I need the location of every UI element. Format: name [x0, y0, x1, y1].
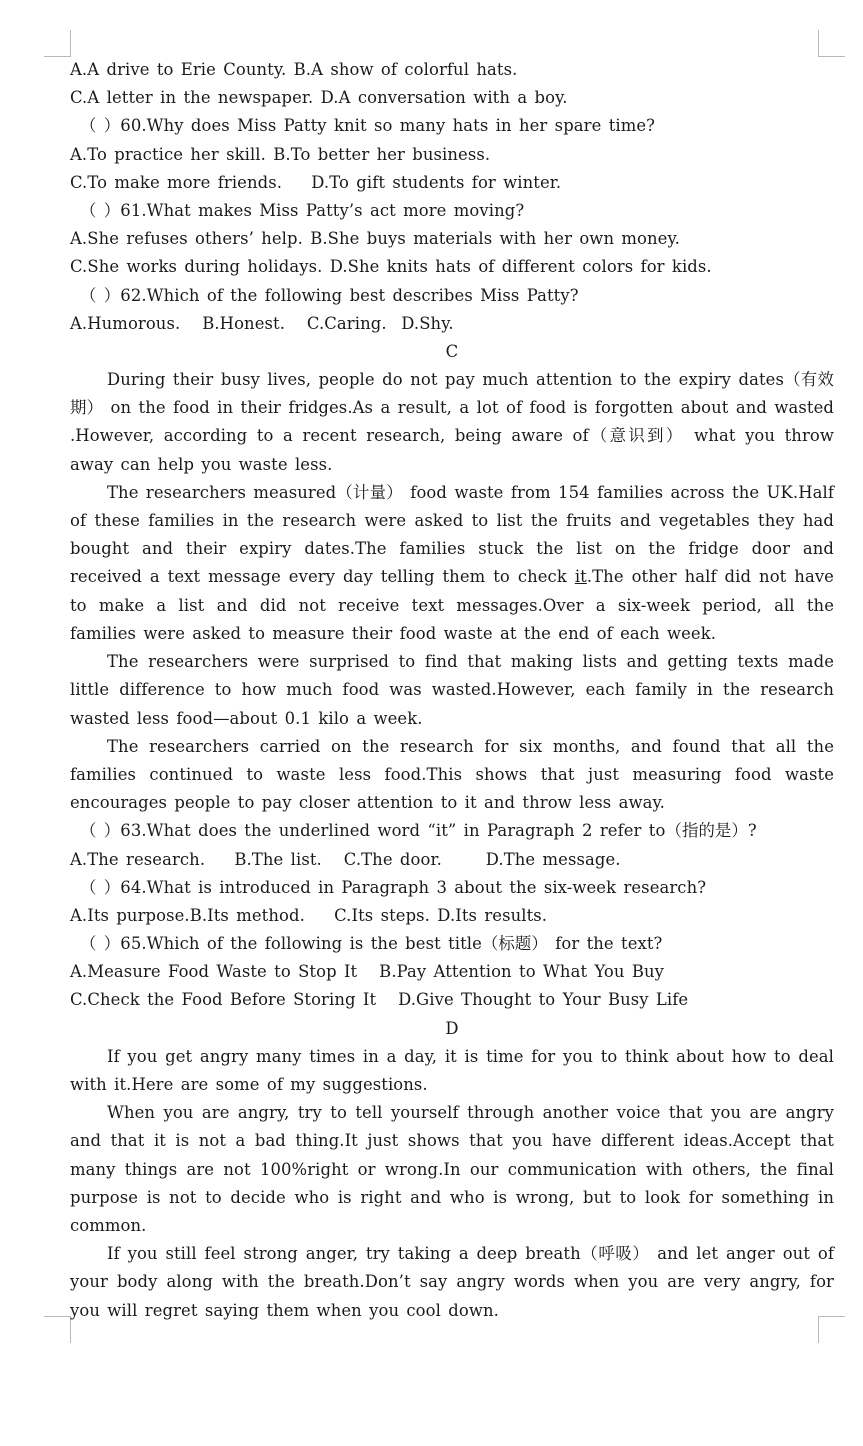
passage-c-paragraph-3: The researchers were surprised to find that making lists and getting texts made little difference to how much food was wasted.However, each family in the research wasted less food—about 0.1 kilo a week.: [70, 652, 834, 728]
page-content: [70, 56, 834, 1325]
passage-c-paragraph-1: During their busy lives, people do not pay much attention to the expiry dates（有效期） on the food in their fridges.As a result, a lot of food is forgotten about and wasted .However, according to a recent research, being aware of（意识到） what you throw away can help you waste less.: [70, 370, 834, 474]
passage-d-paragraph-1: If you get angry many times in a day, it is time for you to think about how to deal with it.Here are some of my suggestions.: [70, 1046, 834, 1095]
crop-mark-top-right: [818, 30, 845, 57]
question-61-stem: （ ）61.What makes Miss Patty’s act more moving?: [80, 200, 525, 220]
question-64-stem: （ ）64.What is introduced in Paragraph 3 about the six-week research?: [80, 877, 707, 897]
passage-c-paragraph-2: [70, 479, 834, 648]
section-d-title: D: [445, 1018, 459, 1038]
passage-c-paragraph-2-tail: .The other half did not have to make a list and did not receive text messages.Over a six-week period, all the families were asked to measure their food waste at the end of each week.: [70, 567, 834, 643]
section-c-title: C: [445, 341, 459, 361]
question-63-stem: （ ）63.What does the underlined word “it” in Paragraph 2 refer to（指的是）?: [80, 821, 757, 841]
question-62-stem: （ ）62.Which of the following best describes Miss Patty?: [80, 285, 579, 305]
crop-mark-top-left: [44, 30, 71, 57]
crop-mark-bottom-left: [44, 1316, 71, 1343]
passage-d-paragraph-2: When you are angry, try to tell yourself through another voice that you are angry and that it is not a bad thing.It just shows that you have different ideas.Accept that many things are not 100%right or wrong.In our communication with others, the final purpose is not to decide who is right and who is wrong, but to look for something in common.: [70, 1103, 834, 1236]
passage-c-paragraph-2-head: The researchers measured（计量） food waste from 154 families across the UK.Half of these families in the research were asked to list the fruits and vegetables they had bought and their expiry dates.The families stuck the list on the fridge door and received a text message every day telling them to check: [70, 482, 834, 587]
q59-option-line: C.A letter in the newspaper. D.A conversation with a boy.: [70, 88, 568, 108]
question-62-option-line: A.Humorous. B.Honest. C.Caring. D.Shy.: [70, 313, 454, 333]
question-64-option-line: A.Its purpose.B.Its method. C.Its steps. D.Its results.: [70, 905, 548, 925]
passage-d-paragraph-3: If you still feel strong anger, try taking a deep breath（呼吸） and let anger out of your body along with the breath.Don’t say angry words when you are very angry, for you will regret saying them when you cool down.: [70, 1244, 834, 1320]
question-60-option-line: C.To make more friends. D.To gift students for winter.: [70, 172, 562, 192]
underlined-word-it: it: [574, 567, 587, 587]
question-63-option-line: A.The research. B.The list. C.The door. D.The message.: [70, 849, 621, 869]
question-65-stem: （ ）65.Which of the following is the best title（标题） for the text?: [80, 934, 663, 954]
passage-c-paragraph-4: The researchers carried on the research for six months, and found that all the families continued to waste less food.This shows that just measuring food waste encourages people to pay closer attention to it and throw less away.: [70, 736, 834, 813]
question-65-option-line: A.Measure Food Waste to Stop It B.Pay Attention to What You Buy: [70, 962, 665, 982]
q59-option-line: A.A drive to Erie County. B.A show of colorful hats.: [70, 60, 518, 79]
question-61-option-line: C.She works during holidays. D.She knits hats of different colors for kids.: [70, 257, 712, 277]
question-65-option-line: C.Check the Food Before Storing It D.Give Thought to Your Busy Life: [70, 990, 689, 1010]
question-60-option-line: A.To practice her skill. B.To better her business.: [70, 144, 491, 164]
question-60-stem: （ ）60.Why does Miss Patty knit so many hats in her spare time?: [80, 116, 656, 136]
question-61-option-line: A.She refuses others’ help. B.She buys materials with her own money.: [70, 229, 680, 249]
